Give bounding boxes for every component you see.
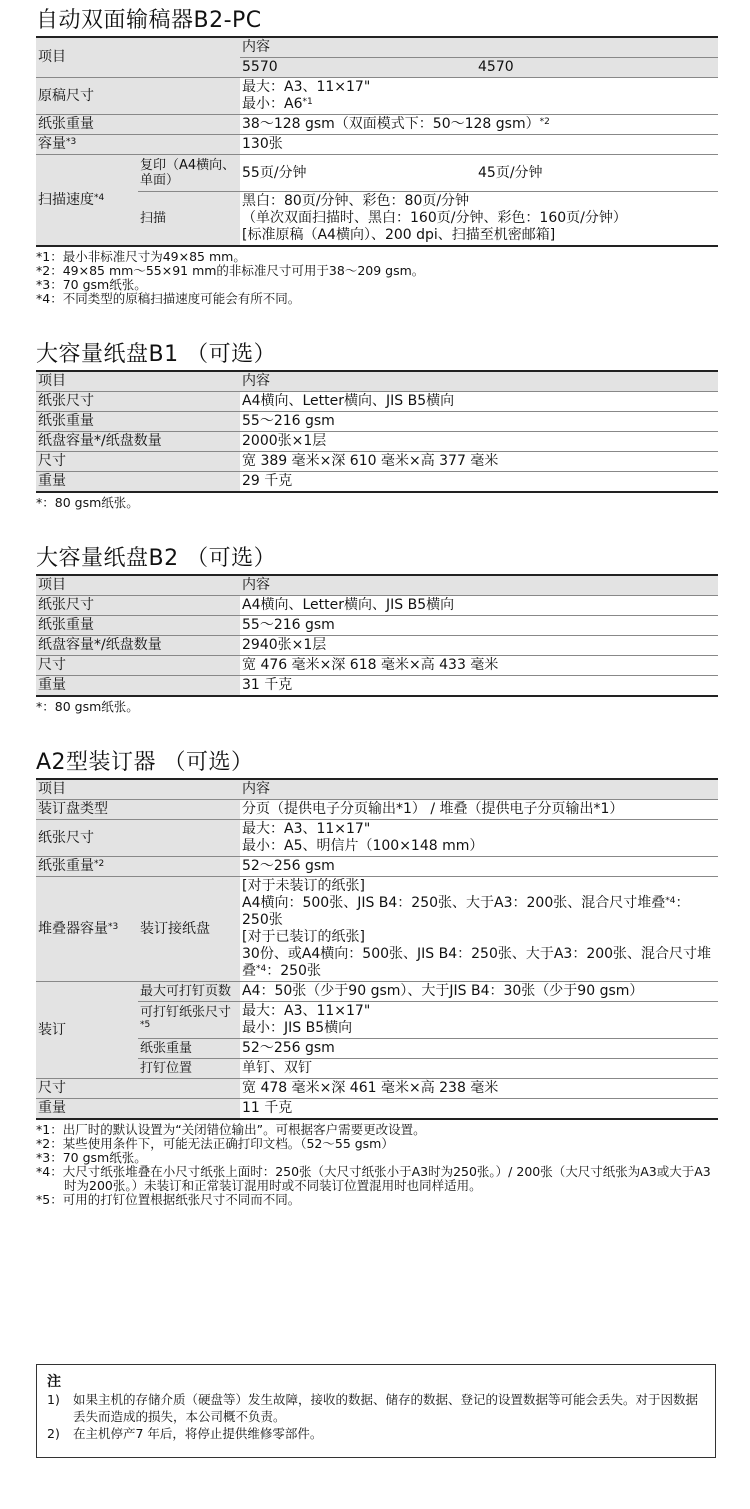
row-label-max-pages: 最大可打钉页数 (138, 982, 240, 1002)
scan-speed-value: 黑白：80页/分钟、彩色：80页/分钟 （单次双面扫描时、黑白：160页/分钟、彩色：160页/分钟） [标准原稿（A4横向）、200 dpi、扫描至机密邮箱] (240, 192, 718, 247)
row-label-tray-type: 装订盘类型 (36, 800, 240, 820)
paper-weight-value: 52～256 gsm (240, 857, 718, 877)
row-label-paper-weight: 纸张重量 (36, 115, 240, 135)
notice-item: 2) 在主机停产7 年后，将停止提供维修零部件。 (47, 1426, 323, 1441)
table-finisher (36, 778, 718, 1120)
row-label: 重量 (36, 472, 240, 493)
row-value: 31 千克 (240, 676, 718, 697)
header-content: 内容 (240, 779, 718, 800)
row-label: 纸盘容量*/纸盘数量 (36, 432, 240, 452)
row-value: 2000张×1层 (240, 432, 718, 452)
notice-item: 1) 如果主机的存储介质（硬盘等）发生故障，接收的数据、储存的数据、登记的设置数据等可能会丢失。对于因数据丢失而造成的损失，本公司概不负责。 (47, 1392, 699, 1424)
notice-title: 注 (47, 1374, 61, 1390)
stacker-capacity-value: [对于未装订的纸张] A4横向：500张、JIS B4：250张、大于A3：200张、混合尺寸堆叠$^{*4}$：250张 [对于已装订的纸张] 30份、或A4横向：500张、JIS B4：250张、大于A3：200张、混合尺寸堆叠$^{*4}$：250张 (240, 877, 718, 982)
row-label-staple: 装订 (36, 982, 138, 1079)
row-value: A4横向、Letter横向、JIS B5横向 (240, 392, 718, 412)
header-content: 内容 (240, 575, 718, 596)
header-item: 项目 (36, 575, 240, 596)
row-label-stacker-capacity: 堆叠器容量$^{*3}$ (36, 877, 138, 982)
weight-value: 11 千克 (240, 1099, 718, 1120)
row-label-paper-size: 纸张尺寸 (36, 820, 240, 857)
table-adf (36, 36, 718, 247)
notes-lct-b1: *：80 gsm纸张。 (36, 495, 139, 510)
row-label-copy: 复印（A4横向、单面） (138, 155, 240, 192)
header-item: 项目 (36, 779, 240, 800)
row-value: 55～216 gsm (240, 412, 718, 432)
notice-box (36, 1364, 716, 1458)
paper-size-value: 最大：A3、11×17" 最小：A5、明信片（100×148 mm） (240, 820, 718, 857)
section-title-lct-b2: 大容量纸盘B2 （可选） (36, 546, 277, 571)
spec-page (36, 6, 718, 1207)
model-5570: 5570 (240, 58, 476, 78)
staple-weight-value: 52～256 gsm (240, 1039, 718, 1059)
notes-finisher: *1：出厂时的默认设置为“关闭错位输出”。可根据客户需要更改设置。 *2：某些使用条件下，可能无法正确打印文档。（52～55 gsm） *3：70 gsm纸张。 *4：大尺寸纸张堆叠在小尺寸纸张上面时：250张（大尺寸纸张小于A3时为250张。）/ 200张（大尺寸纸张为A3或大于A3时为200张。）未装订和正常装订混用时或不同装订位置混用时也同样适用。 *5：可用的打钉位置根据纸张尺寸不同而不同。 (36, 1122, 711, 1207)
row-value: 2940张×1层 (240, 636, 718, 656)
row-value: 宽 389 毫米×深 610 毫米×高 377 毫米 (240, 452, 718, 472)
staple-size-value: 最大：A3、11×17" 最小：JIS B5横向 (240, 1002, 718, 1039)
copy-speed-4570: 45页/分钟 (476, 155, 718, 192)
row-label: 尺寸 (36, 656, 240, 676)
row-label: 纸张尺寸 (36, 596, 240, 616)
row-label-capacity: 容量$^{*3}$ (36, 135, 240, 155)
row-value: A4横向、Letter横向、JIS B5横向 (240, 596, 718, 616)
row-label-dimensions: 尺寸 (36, 1079, 240, 1099)
row-label: 纸张重量 (36, 412, 240, 432)
row-label: 重量 (36, 676, 240, 697)
row-label-scan-speed: 扫描速度$^{*4}$ (36, 155, 138, 247)
row-label-staple-position: 打钉位置 (138, 1059, 240, 1079)
original-size-value: 最大：A3、11×17" 最小：A6$^{*1}$ (240, 78, 718, 115)
row-label-finishing-tray: 装订接纸盘 (138, 877, 240, 982)
row-label-staple-weight: 纸张重量 (138, 1039, 240, 1059)
row-value: 宽 476 毫米×深 618 毫米×高 433 毫米 (240, 656, 718, 676)
header-item: 项目 (36, 371, 240, 392)
dimensions-value: 宽 478 毫米×深 461 毫米×高 238 毫米 (240, 1079, 718, 1099)
row-label: 纸张重量 (36, 616, 240, 636)
row-label: 尺寸 (36, 452, 240, 472)
section-title-lct-b1: 大容量纸盘B1 （可选） (36, 342, 277, 367)
row-label: 纸盘容量*/纸盘数量 (36, 636, 240, 656)
header-content: 内容 (240, 371, 718, 392)
section-title-finisher: A2型装订器 （可选） (36, 750, 254, 775)
row-label-weight: 重量 (36, 1099, 240, 1120)
row-label-staple-size: 可打钉纸张尺寸$^{*5}$ (138, 1002, 240, 1039)
tray-type-value: 分页（提供电子分页输出*1） / 堆叠（提供电子分页输出*1） (240, 800, 718, 820)
notes-adf: *1：最小非标准尺寸为49×85 mm。 *2：49×85 mm～55×91 mm的非标准尺寸可用于38～209 gsm。 *3：70 gsm纸张。 *4：不同类型的原稿扫描速度可能会有所不同。 (36, 249, 425, 306)
copy-speed-5570: 55页/分钟 (240, 155, 476, 192)
section-title-adf: 自动双面输稿器B2-PC (36, 8, 262, 33)
row-value: 29 千克 (240, 472, 718, 493)
row-label-original-size: 原稿尺寸 (36, 78, 240, 115)
notes-lct-b2: *：80 gsm纸张。 (36, 699, 139, 714)
row-label-scan: 扫描 (138, 192, 240, 247)
table-lct-b2 (36, 574, 718, 697)
staple-position-value: 单钉、双钉 (240, 1059, 718, 1079)
table-lct-b1 (36, 370, 718, 493)
capacity-value: 130张 (240, 135, 718, 155)
header-item: 项目 (36, 37, 240, 78)
row-value: 55～216 gsm (240, 616, 718, 636)
max-pages-value: A4：50张（少于90 gsm）、大于JIS B4：30张（少于90 gsm） (240, 982, 718, 1002)
header-content: 内容 (240, 37, 718, 58)
row-label-paper-weight: 纸张重量$^{*2}$ (36, 857, 240, 877)
row-label: 纸张尺寸 (36, 392, 240, 412)
paper-weight-value: 38～128 gsm（双面模式下：50～128 gsm）$^{*2}$ (240, 115, 718, 135)
model-4570: 4570 (476, 58, 718, 78)
